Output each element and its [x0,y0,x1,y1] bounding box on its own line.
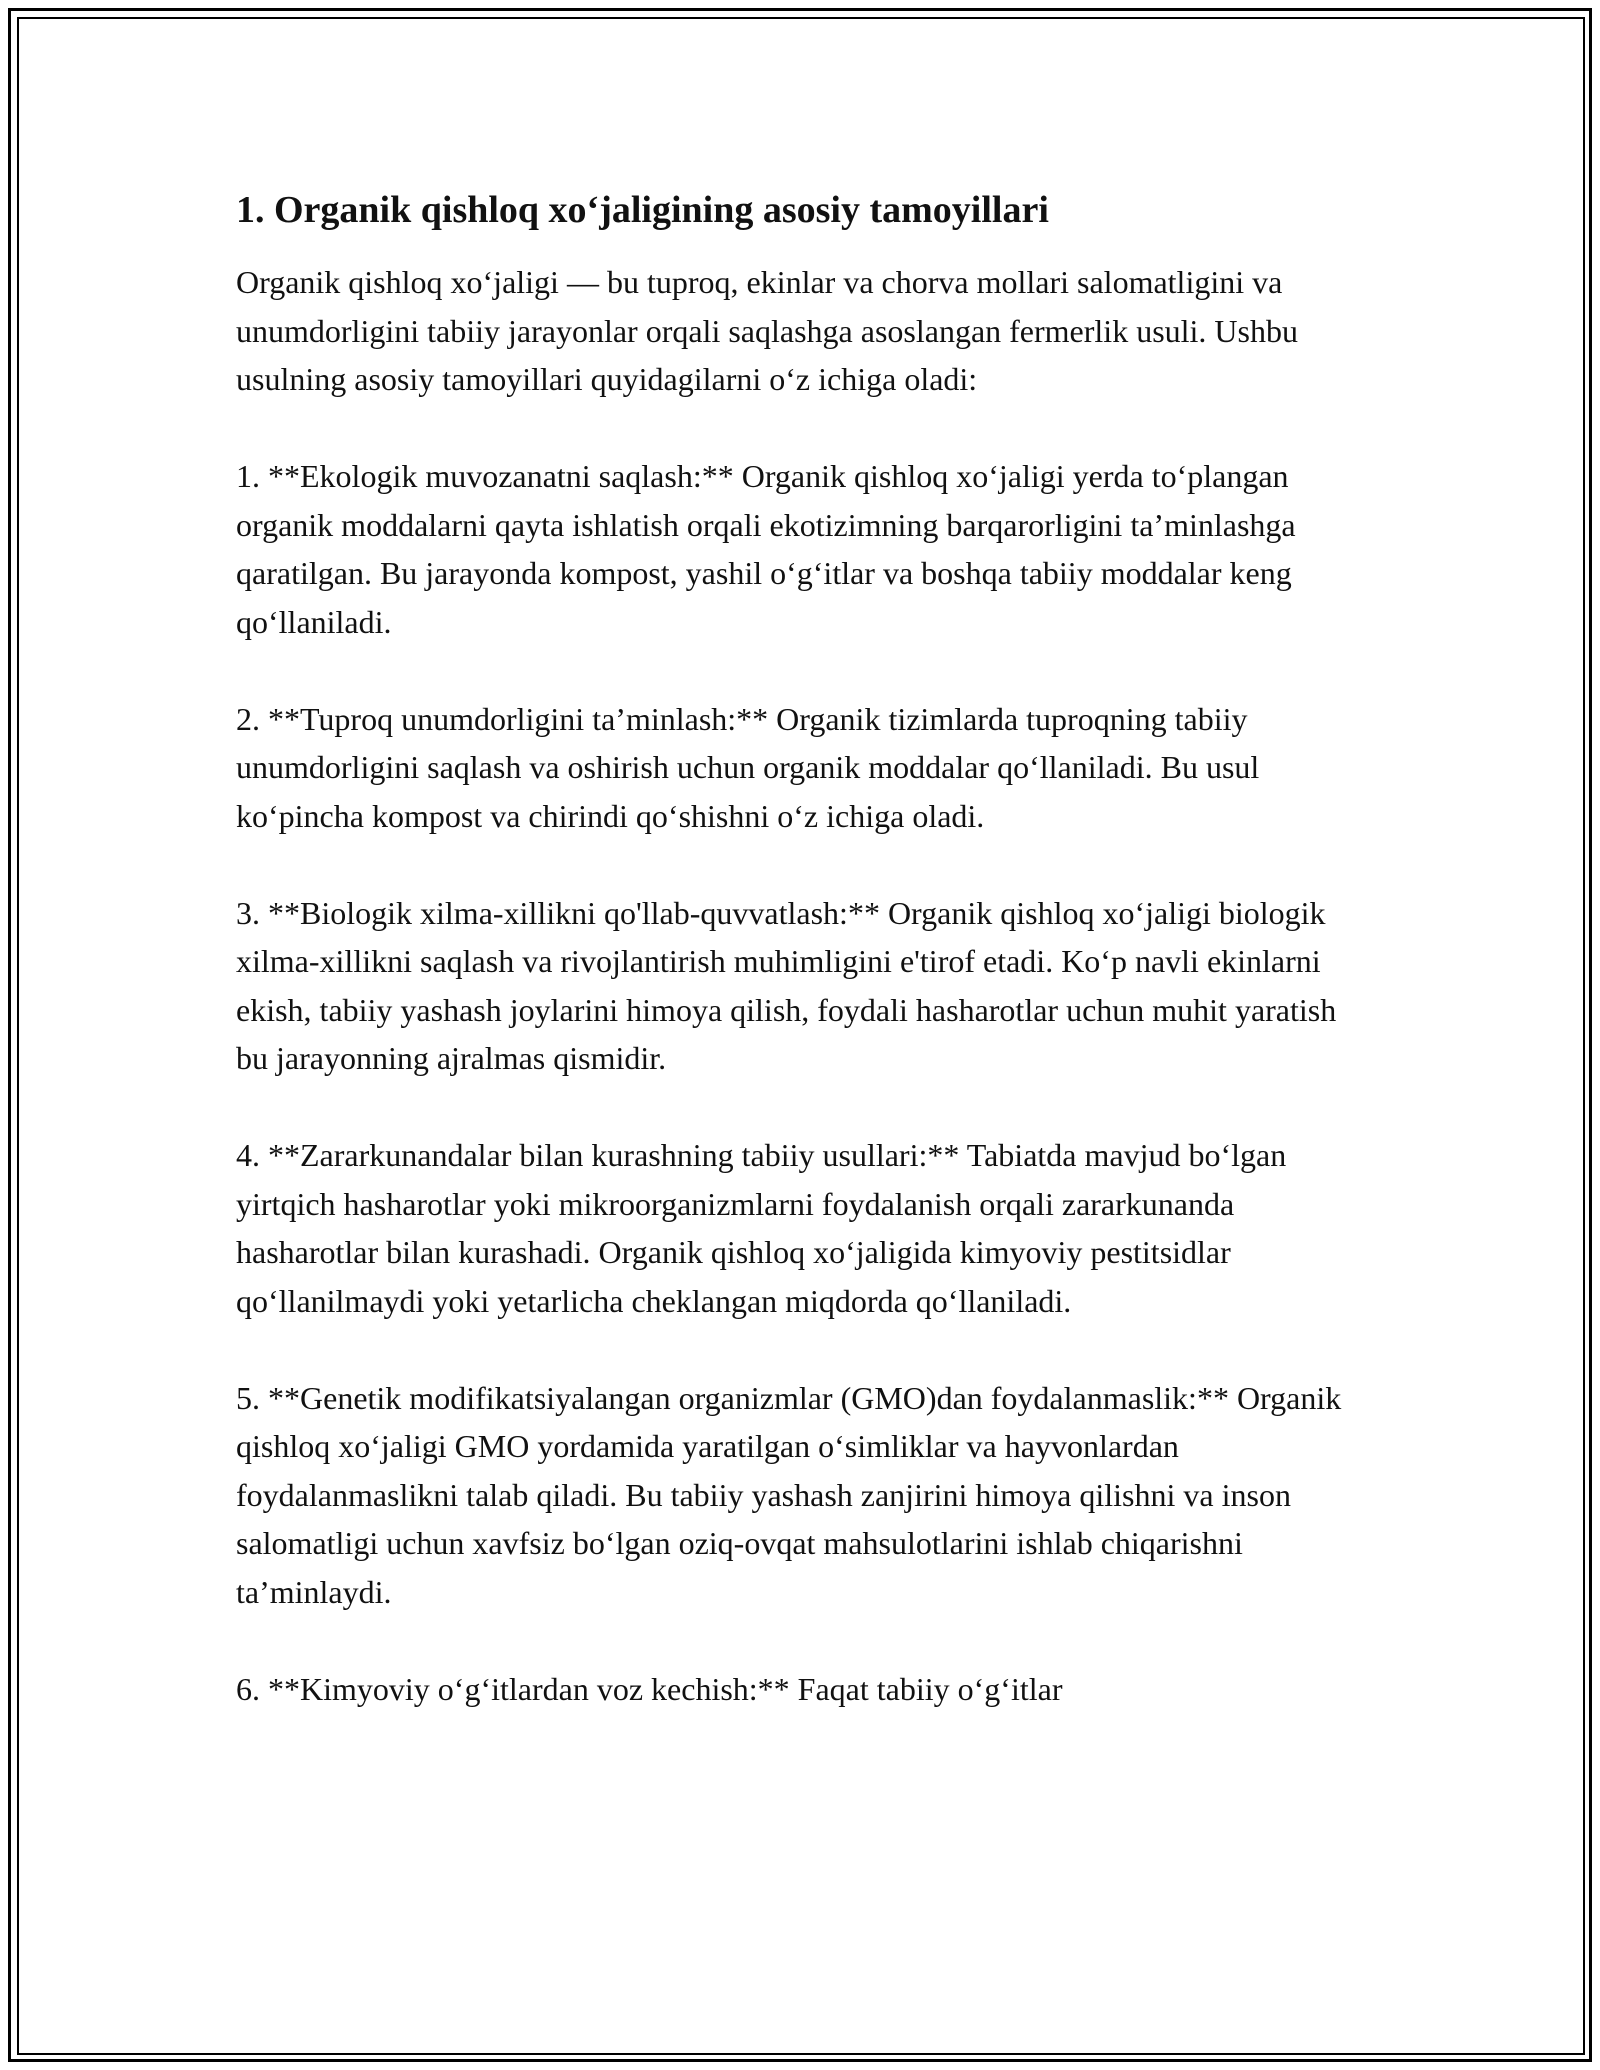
principle-ecological-balance: 1. **Ekologik muvozanatni saqlash:** Organik qishloq xo‘jaligi yerda to‘plangan organik moddalarni qayta ishlatish orqali ekotizimning barqarorligini ta’minlashga qaratilgan. Bu jarayonda kompost, yashil o‘g‘itlar va boshqa tabiiy moddalar keng qo‘llaniladi. [236,458,1296,640]
principle-no-chemical-fertilizers: 6. **Kimyoviy o‘g‘itlardan voz kechish:** Faqat tabiiy o‘g‘itlar [236,1670,1063,1707]
intro-paragraph: Organik qishloq xo‘jaligi — bu tuproq, ekinlar va chorva mollari salomatligini va unumdorligini tabiiy jarayonlar orqali saqlashga asoslangan fermerlik usuli. Ushbu usulning asosiy tamoyillari quyidagilarni o‘z ichiga oladi: [236,264,1298,397]
document-title: 1. Organik qishloq xo‘jaligining asosiy tamoyillari [236,189,1049,231]
principle-biodiversity: 3. **Biologik xilma-xillikni qo'llab-quvvatlash:** Organik qishloq xo‘jaligi biologik xilma-xillikni saqlash va rivojlantirish muhimligini e'tirof etadi. Ko‘p navli ekinlarni ekish, tabiiy yashash joylarini himoya qilish, foydali hasharotlar uchun muhit yaratish bu jarayonning ajralmas qismidir. [236,894,1337,1076]
principle-natural-pest-control: 4. **Zararkunandalar bilan kurashning tabiiy usullari:** Tabiatda mavjud bo‘lgan yirtqich hasharotlar yoki mikroorganizmlarni foydalanish orqali zararkunanda hasharotlar bilan kurashadi. Organik qishloq xo‘jaligida kimyoviy pestitsidlar qo‘llanilmaydi yoki yetarlicha cheklangan miqdorda qo‘llaniladi. [236,1137,1287,1319]
principle-soil-fertility: 2. **Tuproq unumdorligini ta’minlash:** Organik tizimlarda tuproqning tabiiy unumdorligini saqlash va oshirish uchun organik moddalar qo‘llaniladi. Bu usul ko‘pincha kompost va chirindi qo‘shishni o‘z ichiga oladi. [236,700,1260,834]
principle-no-gmo: 5. **Genetik modifikatsiyalangan organizmlar (GMO)dan foydalanmaslik:** Organik qishloq xo‘jaligi GMO yordamida yaratilgan o‘simliklar va hayvonlardan foydalanmaslikni talab qiladi. Bu tabiiy yashash zanjirini himoya qilishni va inson salomatligi uchun xavfsiz bo‘lgan oziq-ovqat mahsulotlarini ishlab chiqarishni ta’minlaydi. [236,1379,1342,1610]
document-body [236,186,1376,1762]
